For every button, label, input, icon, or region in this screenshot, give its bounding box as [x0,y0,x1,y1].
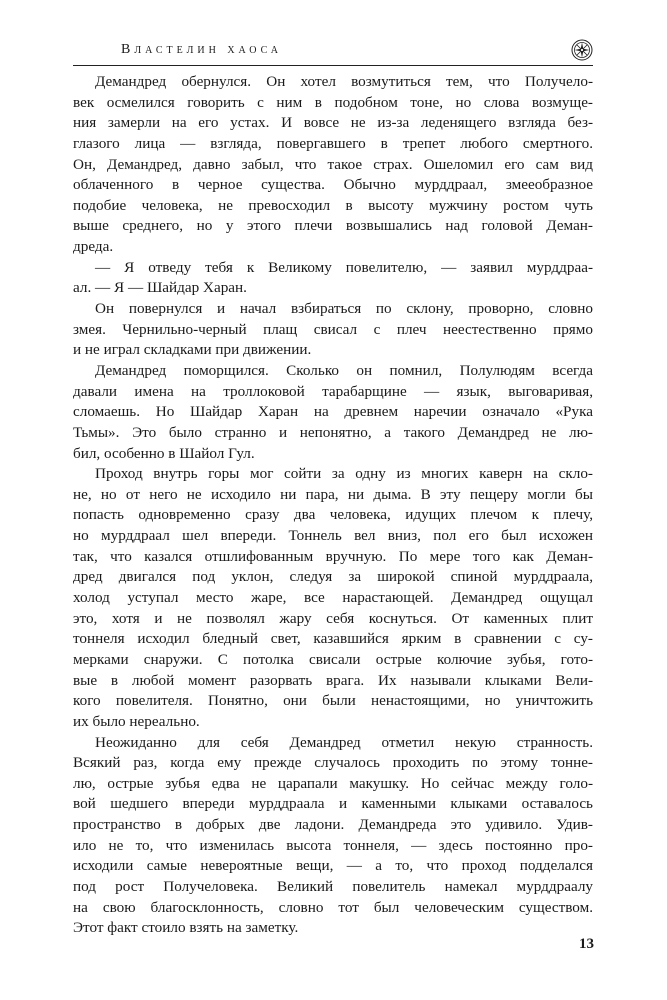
text-line: вой шедшего впереди мурддраала и каменными клыками оставалось [73,795,593,813]
compass-rose-icon [571,39,593,61]
text-line: давали имена на троллоковой тарабарщине — язык, выговаривая, [73,382,593,400]
running-title: Властелин хаоса [121,42,283,57]
body-text [73,72,593,939]
paragraph [73,733,593,939]
text-line: Неожиданно для себя Демандред отметил некую странность. [95,733,593,751]
text-line: Тьмы». Это было странно и непонятно, а такого Демандред не лю- [73,423,593,441]
text-line: дреда. [73,238,114,256]
text-line: Всякий раз, когда ему прежде случалось проходить по этому тонне- [73,754,593,772]
text-line: но мурддраал шел впереди. Тоннель вел вниз, пол его был исхожен [73,527,593,545]
text-line: это, хотя и не позволял жару себя коснуться. От каменных плит [73,609,593,627]
text-line: ило не то, что изменилась высота тоннеля, — здесь постоянно про- [73,836,593,854]
text-line: под рост Получеловека. Великий повелитель намекал мурддраалу [73,877,593,895]
text-line: выше среднего, но у этого плечи возвышались над головой Деман- [73,217,593,235]
text-line: дред двигался под уклон, следуя за широкой спиной мурддраала, [73,568,593,586]
text-line: Демандред обернулся. Он хотел возмутиться тем, что Получело- [95,73,593,90]
text-line: тоннеля исходил бледный свет, казавшийся ярким в сравнении с су- [73,630,593,648]
text-line: их было нереально. [73,712,200,730]
header-rule [73,65,593,66]
text-line: так, что казался отшлифованным вручную. По мере того как Деман- [73,547,593,565]
text-line: Этот факт стоило взять на заметку. [73,919,299,937]
running-header [73,40,593,62]
text-line: — Я отведу тебя к Великому повелителю, — заявил мурддраа- [95,258,593,276]
paragraph [73,361,593,464]
text-line: бил, особенно в Шайол Гул. [73,444,255,462]
text-line: век осмелился говорить с ним в подобном тоне, но слова возмуще- [73,93,593,111]
text-line: ал. — Я — Шайдар Харан. [73,279,247,297]
paragraph [73,464,593,732]
text-line: Он, Демандред, давно забыл, что такое страх. Ошеломил его сам вид [73,155,593,173]
text-line: подобие человека, не превосходил в высоту мужчину ростом чуть [73,196,593,214]
paragraph [73,72,593,258]
text-line: сломаешь. Но Шайдар Харан на древнем наречии означало «Рука [73,403,593,421]
text-line: на свою благосклонность, словно тот был человеческим существом. [73,898,593,916]
text-line: холод уступал место жаре, все нарастающей. Демандред ощущал [73,589,593,607]
text-line: и не играл складками при движении. [73,341,312,359]
paragraph [73,258,593,299]
text-line: пространство в добрых две ладони. Демандреда это удивило. Удив- [73,816,593,834]
text-line: ния замерли на его устах. И вовсе не из-за леденящего взгляда без- [73,114,593,132]
text-line: глазого лица — взгляда, повергавшего в трепет любого смертного. [73,134,593,152]
text-line: исходили самые невероятные вещи, — а то, что проход подделался [73,857,593,875]
text-line: попасть одновременно сразу два человека, идущих плечом к плечу, [73,506,593,524]
text-line: вые в любой момент разорвать врага. Их называли клыками Вели- [73,671,593,689]
text-line: лю, острые зубья едва не царапали макушку. Но сейчас между голо- [73,774,593,792]
paragraph [73,299,593,361]
page-number: 13 [579,936,594,952]
text-line: не, но от него не исходило ни пара, ни дыма. В эту пещеру могли бы [73,485,593,503]
text-line: змея. Чернильно-черный плащ свисал с плеч неестественно прямо [73,320,593,338]
text-line: облаченного в черное существа. Обычно мурддраал, змееобразное [73,176,593,194]
text-line: Он повернулся и начал взбираться по склону, проворно, словно [95,300,593,318]
text-line: кого повелителя. Понятно, они были ненастоящими, но уничтожить [73,692,593,710]
text-line: мерками снаружи. С потолка свисали острые колючие зубья, гото- [73,650,593,668]
text-line: Демандред поморщился. Сколько он помнил, Полулюдям всегда [95,361,593,379]
text-line: Проход внутрь горы мог сойти за одну из многих каверн на скло- [95,465,593,483]
